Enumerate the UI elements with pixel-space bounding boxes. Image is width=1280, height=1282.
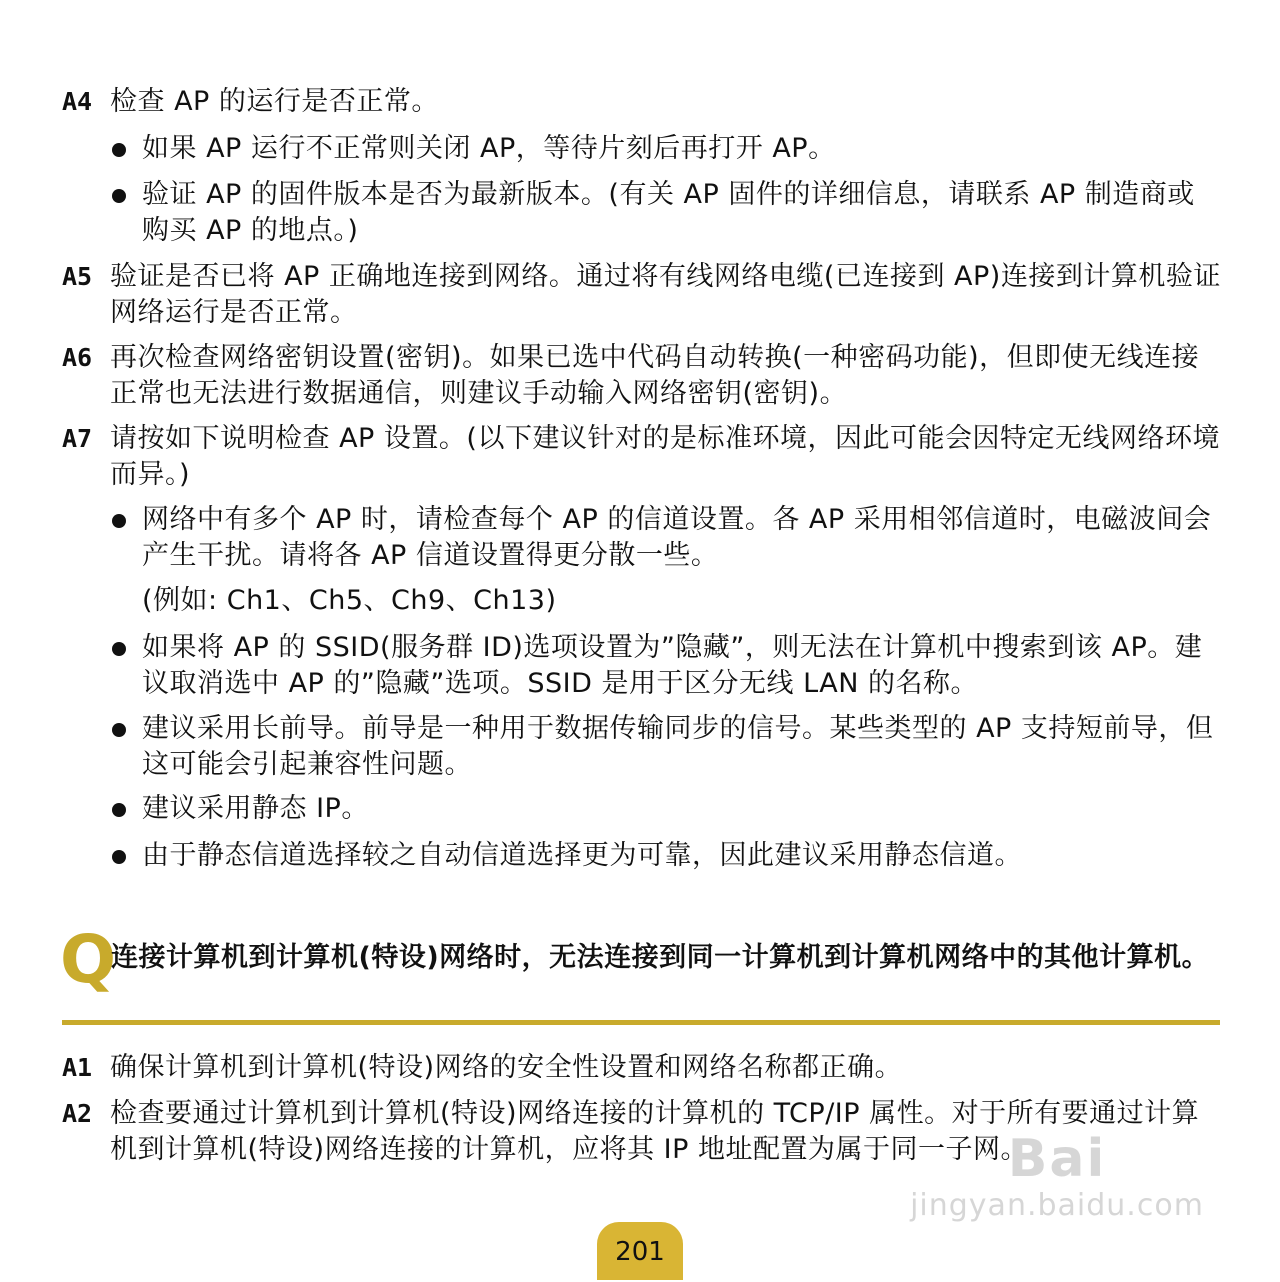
baidu-watermark xyxy=(902,1130,1212,1224)
divider xyxy=(62,1020,1220,1025)
bullet-icon xyxy=(110,177,142,213)
bullet-item xyxy=(62,131,1222,167)
answer-text: 检查 AP 的运行是否正常。 xyxy=(110,86,439,117)
bullet-item xyxy=(62,711,1222,783)
bullet-text: 网络中有多个 AP 时，请检查每个 AP 的信道设置。各 AP 采用相邻信道时，电磁波间会产生干扰。请将各 AP 信道设置得更分散一些。 xyxy=(142,504,1212,571)
bullet-item xyxy=(62,838,1222,874)
bullet-icon xyxy=(110,838,142,874)
bullet-icon xyxy=(110,791,142,827)
page-number: 201 xyxy=(597,1222,683,1280)
bullet-icon xyxy=(110,502,142,538)
answer-text: 请按如下说明检查 AP 设置。(以下建议针对的是标准环境，因此可能会因特定无线网络环境而异。) xyxy=(110,423,1220,490)
channel-example xyxy=(62,583,1222,619)
bullet-text: 建议采用静态 IP。 xyxy=(142,793,369,824)
bullet-text: 建议采用长前导。前导是一种用于数据传输同步的信号。某些类型的 AP 支持短前导，但这可能会引起兼容性问题。 xyxy=(142,713,1214,780)
answer-label: A6 xyxy=(62,343,93,372)
answer-a1 xyxy=(62,1050,1222,1086)
answer-label: A4 xyxy=(62,87,93,116)
bullet-item xyxy=(62,630,1222,702)
question-heading: 连接计算机到计算机(特设)网络时，无法连接到同一计算机到计算机网络中的其他计算机。 xyxy=(111,942,1210,973)
answer-text: 检查要通过计算机到计算机(特设)网络连接的计算机的 TCP/IP 属性。对于所有要通过计算机到计算机(特设)网络连接的计算机，应将其 IP 地址配置为属于同一子网。 xyxy=(110,1098,1200,1165)
answer-a5 xyxy=(62,259,1222,331)
example-text: (例如: Ch1、Ch5、Ch9、Ch13) xyxy=(142,585,557,616)
answer-label: A1 xyxy=(62,1053,93,1082)
answer-a6 xyxy=(62,340,1222,412)
answer-text: 确保计算机到计算机(特设)网络的安全性设置和网络名称都正确。 xyxy=(110,1052,903,1083)
answer-a4 xyxy=(62,84,1222,120)
answer-text: 再次检查网络密钥设置(密钥)。如果已选中代码自动转换(一种密码功能)，但即使无线连接正常也无法进行数据通信，则建议手动输入网络密钥(密钥)。 xyxy=(110,342,1200,409)
answer-label: A2 xyxy=(62,1099,93,1128)
bullet-item xyxy=(62,791,1222,827)
answer-a7 xyxy=(62,421,1222,493)
bullet-icon xyxy=(110,131,142,167)
answer-text: 验证是否已将 AP 正确地连接到网络。通过将有线网络电缆(已连接到 AP)连接到计算机验证网络运行是否正常。 xyxy=(110,261,1221,328)
bullet-icon xyxy=(110,711,142,747)
answer-label: A5 xyxy=(62,262,93,291)
bullet-text: 验证 AP 的固件版本是否为最新版本。(有关 AP 固件的详细信息，请联系 AP 制造商或购买 AP 的地点。) xyxy=(142,179,1195,246)
watermark-logo: Bai xyxy=(1007,1129,1107,1189)
answer-label: A7 xyxy=(62,424,93,453)
bullet-text: 如果 AP 运行不正常则关闭 AP，等待片刻后再打开 AP。 xyxy=(142,133,836,164)
bullet-item xyxy=(62,177,1222,249)
question-icon: Q xyxy=(60,921,117,998)
bullet-text: 如果将 AP 的 SSID(服务群 ID)选项设置为”隐藏”，则无法在计算机中搜索到该 AP。建议取消选中 AP 的”隐藏”选项。SSID 是用于区分无线 LAN 的名称。 xyxy=(142,632,1203,699)
bullet-text: 由于静态信道选择较之自动信道选择更为可靠，因此建议采用静态信道。 xyxy=(142,840,1022,871)
bullet-icon xyxy=(110,630,142,666)
bullet-item xyxy=(62,502,1222,574)
watermark-url: jingyan.baidu.com xyxy=(910,1188,1204,1223)
